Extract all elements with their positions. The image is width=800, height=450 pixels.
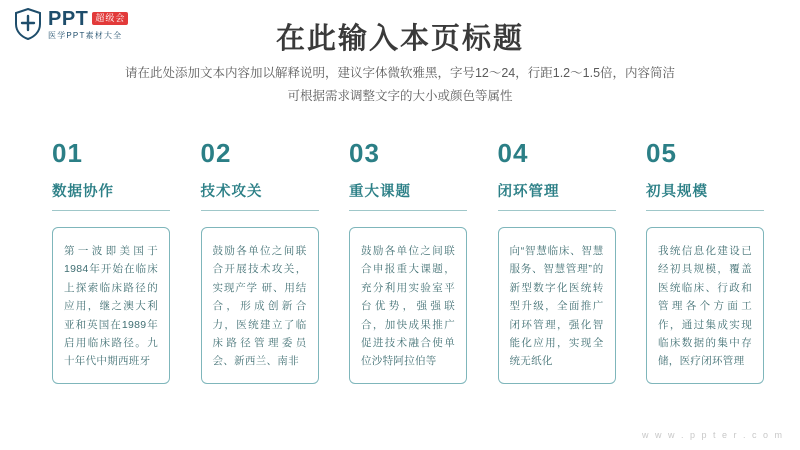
column-divider <box>201 210 319 211</box>
column-02 <box>201 140 319 384</box>
column-heading: 闭环管理 <box>497 184 560 200</box>
column-divider <box>498 210 616 211</box>
logo-badge: 超级会 <box>92 12 128 25</box>
column-04 <box>498 140 616 384</box>
subtitle-line-2: 可根据需求调整文字的大小或颜色等属性 <box>287 89 513 104</box>
column-heading: 重大课题 <box>349 184 411 200</box>
column-number: 05 <box>646 138 677 168</box>
logo-brand-text: PPT <box>48 7 89 30</box>
column-number: 03 <box>349 138 380 168</box>
column-heading: 技术攻关 <box>200 184 263 200</box>
column-body-card: 向“智慧临床、智慧服务、智慧管理”的新型数字化医统转型升级，全面推广闭环管理，强化智能化应用，实现全统无纸化 <box>498 227 616 384</box>
column-divider <box>52 210 170 211</box>
column-body-card: 第一波即美国于1984年开始在临床上探索临床路径的应用，继之澳大利亚和英国在1989年启用临床路径。九十年代中期西班牙 <box>52 227 170 384</box>
column-body-card: 我统信息化建设已经初具规模，覆盖医统临床、行政和管理各个方面工作，通过集成实现临床数据的集中存储，医疗闭环管理 <box>646 227 764 384</box>
content-columns <box>52 140 764 384</box>
column-body-card: 鼓励各单位之间联合开展技术攻关，实现产学 研、用结合，形成创新合力，医统建立了临床路径管理委员会、新西兰、南非 <box>201 227 319 384</box>
page-subtitle <box>0 62 800 108</box>
column-05 <box>646 140 764 384</box>
logo-tagline: 医学PPT素材大全 <box>48 30 123 40</box>
footer-watermark: w w w . p p t e r . c o m <box>641 430 784 440</box>
column-number: 01 <box>52 138 83 168</box>
column-body-card: 鼓励各单位之间联合申报重大课题，充分利用实验室平台优势，强强联合，加快成果推广促进技术融合使单位沙特阿拉伯等 <box>349 227 467 384</box>
subtitle-line-1: 请在此处添加文本内容加以解释说明，建议字体微软雅黑，字号12～24，行距1.2～1.5倍，内容简洁 <box>124 66 676 80</box>
page-title: 在此输入本页标题 <box>275 23 524 55</box>
column-heading: 初具规模 <box>646 184 708 200</box>
column-divider <box>349 210 467 211</box>
column-01 <box>52 140 170 384</box>
column-divider <box>646 210 764 211</box>
column-number: 04 <box>497 138 529 168</box>
column-03 <box>349 140 467 384</box>
column-heading: 数据协作 <box>52 184 114 200</box>
column-number: 02 <box>200 138 232 168</box>
